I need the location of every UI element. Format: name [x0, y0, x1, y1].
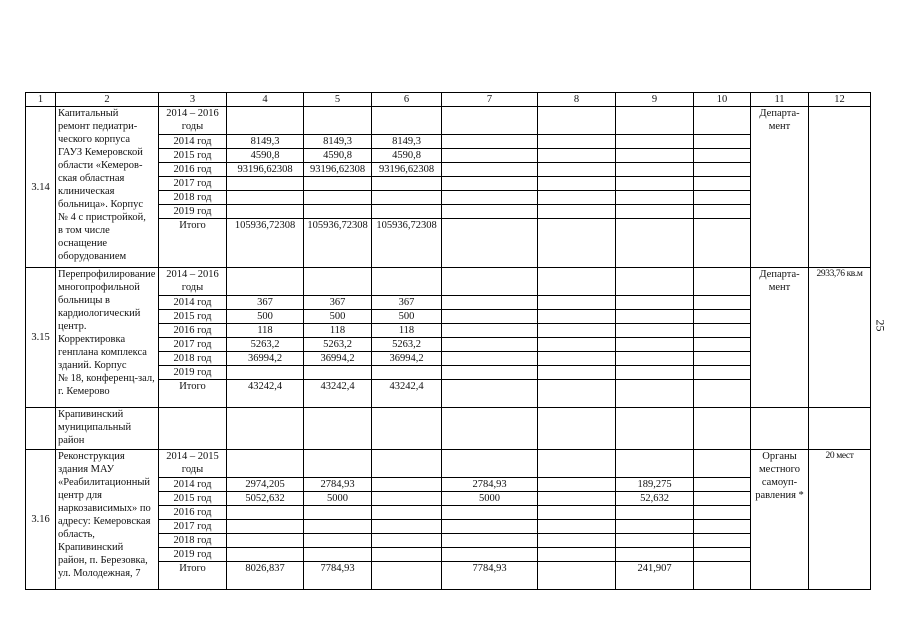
text-line: клиническая [58, 186, 115, 197]
value-cell [538, 163, 616, 177]
value-cell [227, 205, 304, 219]
header-cell: 9 [616, 93, 694, 107]
item-name [56, 450, 159, 590]
value-cell [304, 268, 372, 296]
empty-cell [694, 408, 751, 450]
value-cell [616, 450, 694, 478]
value-cell [227, 520, 304, 534]
value-cell [442, 548, 538, 562]
value-cell [442, 352, 538, 366]
value-cell: 93196,62308 [304, 163, 372, 177]
value-cell [304, 191, 372, 205]
value-cell: 4590,8 [304, 149, 372, 163]
value-cell [227, 107, 304, 135]
value-cell: 43242,4 [372, 380, 442, 408]
value-cell: 5263,2 [227, 338, 304, 352]
empty-cell [538, 408, 616, 450]
value-cell: 52,632 [616, 492, 694, 506]
text-line: № 18, конференц-зал, [58, 373, 155, 384]
value-cell: 5000 [304, 492, 372, 506]
indicator-cell [809, 107, 871, 268]
value-cell [442, 191, 538, 205]
page-number: 25 [873, 319, 888, 332]
value-cell [694, 366, 751, 380]
value-cell [538, 296, 616, 310]
value-cell: 118 [227, 324, 304, 338]
value-cell [304, 534, 372, 548]
value-cell: 4590,8 [372, 149, 442, 163]
value-cell: 2784,93 [442, 478, 538, 492]
value-cell: 105936,72308 [227, 219, 304, 268]
value-cell [616, 177, 694, 191]
value-cell [227, 506, 304, 520]
value-cell [442, 520, 538, 534]
value-cell: 500 [372, 310, 442, 324]
value-cell [694, 534, 751, 548]
text-line: ул. Молодежная, 7 [58, 568, 141, 579]
value-cell [694, 506, 751, 520]
value-cell [304, 450, 372, 478]
item-name [56, 268, 159, 408]
value-cell [372, 534, 442, 548]
value-cell [616, 163, 694, 177]
header-row [26, 93, 871, 107]
value-cell [442, 506, 538, 520]
value-cell [442, 107, 538, 135]
value-cell [616, 191, 694, 205]
value-cell [442, 324, 538, 338]
value-cell [442, 177, 538, 191]
value-cell [694, 380, 751, 408]
header-cell: 3 [159, 93, 227, 107]
value-cell [694, 324, 751, 338]
indicator-cell: 2933,76 кв.м [809, 268, 871, 408]
value-cell [694, 296, 751, 310]
value-cell [442, 268, 538, 296]
value-cell [304, 520, 372, 534]
value-cell [616, 324, 694, 338]
executor-cell [751, 450, 809, 590]
value-cell: 4590,8 [227, 149, 304, 163]
header-cell: 2 [56, 93, 159, 107]
value-cell [616, 310, 694, 324]
value-cell [538, 324, 616, 338]
text-line: области «Кемеров- [58, 160, 143, 171]
value-cell [442, 450, 538, 478]
period-cell: 2014 – 2016 годы [159, 268, 227, 296]
value-cell: 43242,4 [227, 380, 304, 408]
value-cell [616, 380, 694, 408]
period-cell: 2018 год [159, 352, 227, 366]
value-cell: 105936,72308 [304, 219, 372, 268]
header-cell: 5 [304, 93, 372, 107]
value-cell [694, 478, 751, 492]
period-cell: 2016 год [159, 324, 227, 338]
value-cell [538, 310, 616, 324]
value-cell [616, 135, 694, 149]
text-line: г. Кемерово [58, 386, 110, 397]
value-cell [694, 338, 751, 352]
value-cell [227, 366, 304, 380]
value-cell: 8149,3 [372, 135, 442, 149]
value-cell: 36994,2 [304, 352, 372, 366]
text-line: Перепрофилирование [58, 269, 156, 280]
text-line: ремонт педиатри- [58, 121, 138, 132]
text-line: многопрофильной [58, 282, 140, 293]
value-cell [442, 366, 538, 380]
value-cell [227, 268, 304, 296]
text-line: адресу: Кемеровская [58, 516, 151, 527]
period-cell: 2017 год [159, 177, 227, 191]
value-cell [616, 149, 694, 163]
value-cell: 367 [372, 296, 442, 310]
empty-cell [26, 408, 56, 450]
value-cell [304, 506, 372, 520]
value-cell: 93196,62308 [372, 163, 442, 177]
text-line: муниципальный [58, 422, 132, 433]
value-cell: 7784,93 [442, 562, 538, 590]
value-cell [372, 107, 442, 135]
text-line: центр для [58, 490, 102, 501]
period-cell: 2018 год [159, 191, 227, 205]
value-cell [372, 450, 442, 478]
table-row [26, 268, 871, 296]
value-cell [372, 520, 442, 534]
empty-cell [372, 408, 442, 450]
value-cell [227, 177, 304, 191]
value-cell [227, 450, 304, 478]
value-cell [227, 191, 304, 205]
value-cell [442, 135, 538, 149]
value-cell: 118 [372, 324, 442, 338]
value-cell [538, 548, 616, 562]
text-line: «Реабилитационный [58, 477, 150, 488]
executor-cell [751, 107, 809, 268]
value-cell [616, 366, 694, 380]
value-cell [694, 352, 751, 366]
table-row [26, 450, 871, 478]
value-cell: 189,275 [616, 478, 694, 492]
text-line: наркозависимых» по [58, 503, 151, 514]
value-cell [616, 296, 694, 310]
value-cell [538, 268, 616, 296]
header-cell: 10 [694, 93, 751, 107]
period-cell: 2014 год [159, 296, 227, 310]
text-line: Капитальный [58, 108, 119, 119]
value-cell [694, 149, 751, 163]
value-cell [304, 107, 372, 135]
period-cell: 2019 год [159, 548, 227, 562]
value-cell [616, 205, 694, 219]
text-line: больница». Корпус [58, 199, 144, 210]
period-cell: 2014 – 2016 годы [159, 107, 227, 135]
period-cell: Итого [159, 562, 227, 590]
value-cell: 93196,62308 [227, 163, 304, 177]
header-cell: 1 [26, 93, 56, 107]
value-cell: 7784,93 [304, 562, 372, 590]
value-cell [694, 268, 751, 296]
value-cell: 5263,2 [372, 338, 442, 352]
value-cell [372, 492, 442, 506]
value-cell [616, 506, 694, 520]
value-cell [372, 191, 442, 205]
executor-cell [751, 268, 809, 408]
value-cell [616, 107, 694, 135]
value-cell [538, 205, 616, 219]
value-cell: 43242,4 [304, 380, 372, 408]
value-cell: 2974,205 [227, 478, 304, 492]
empty-cell [304, 408, 372, 450]
value-cell [616, 268, 694, 296]
value-cell [694, 191, 751, 205]
value-cell [538, 352, 616, 366]
empty-cell [616, 408, 694, 450]
value-cell [372, 366, 442, 380]
value-cell [538, 534, 616, 548]
period-cell: 2019 год [159, 366, 227, 380]
value-cell [616, 338, 694, 352]
value-cell [442, 149, 538, 163]
value-cell: 8149,3 [304, 135, 372, 149]
text-line: ская областная [58, 173, 125, 184]
value-cell [616, 520, 694, 534]
period-cell: 2017 год [159, 520, 227, 534]
value-cell [372, 205, 442, 219]
header-cell: 7 [442, 93, 538, 107]
value-cell: 500 [304, 310, 372, 324]
value-cell [372, 562, 442, 590]
value-cell [538, 191, 616, 205]
value-cell: 8026,837 [227, 562, 304, 590]
value-cell [372, 548, 442, 562]
item-name [56, 107, 159, 268]
text-line: Реконструкция [58, 451, 125, 462]
text-line: ческого корпуса [58, 134, 130, 145]
empty-cell [442, 408, 538, 450]
value-cell [442, 380, 538, 408]
empty-cell [809, 408, 871, 450]
text-line: Департа- [759, 108, 800, 119]
value-cell [442, 296, 538, 310]
item-number: 3.16 [26, 450, 56, 590]
value-cell [538, 380, 616, 408]
value-cell [442, 534, 538, 548]
value-cell [372, 268, 442, 296]
value-cell [694, 205, 751, 219]
value-cell [616, 548, 694, 562]
text-line: Корректировка [58, 334, 126, 345]
value-cell: 367 [227, 296, 304, 310]
value-cell: 36994,2 [227, 352, 304, 366]
text-line: здания МАУ [58, 464, 115, 475]
value-cell [616, 219, 694, 268]
value-cell: 5000 [442, 492, 538, 506]
text-line: центр. [58, 321, 87, 332]
value-cell [538, 107, 616, 135]
value-cell [694, 177, 751, 191]
value-cell [538, 177, 616, 191]
header-cell: 6 [372, 93, 442, 107]
header-cell: 11 [751, 93, 809, 107]
period-cell: Итого [159, 380, 227, 408]
value-cell [694, 492, 751, 506]
value-cell: 241,907 [616, 562, 694, 590]
value-cell [442, 219, 538, 268]
text-line: район, п. Березовка, [58, 555, 148, 566]
value-cell: 105936,72308 [372, 219, 442, 268]
value-cell [538, 478, 616, 492]
text-line: оборудованием [58, 251, 127, 262]
item-number: 3.15 [26, 268, 56, 408]
text-line: район [58, 435, 85, 446]
value-cell [538, 506, 616, 520]
value-cell [694, 219, 751, 268]
value-cell: 5052,632 [227, 492, 304, 506]
value-cell [616, 534, 694, 548]
value-cell [227, 548, 304, 562]
value-cell [304, 177, 372, 191]
value-cell [442, 163, 538, 177]
value-cell [694, 310, 751, 324]
district-row [26, 408, 871, 450]
value-cell [227, 534, 304, 548]
value-cell [538, 219, 616, 268]
value-cell [538, 562, 616, 590]
value-cell [694, 520, 751, 534]
value-cell [538, 135, 616, 149]
period-cell: 2019 год [159, 205, 227, 219]
value-cell [538, 338, 616, 352]
text-line: самоуп- [761, 477, 798, 488]
value-cell [694, 135, 751, 149]
value-cell [694, 450, 751, 478]
period-cell: 2018 год [159, 534, 227, 548]
text-line: № 4 с пристройкой, [58, 212, 146, 223]
text-line: больницы в [58, 295, 110, 306]
value-cell: 2784,93 [304, 478, 372, 492]
value-cell [538, 366, 616, 380]
period-cell: 2015 год [159, 149, 227, 163]
value-cell [694, 107, 751, 135]
text-line: зданий. Корпус [58, 360, 127, 371]
text-line: мент [768, 282, 791, 293]
text-line: мент [768, 121, 791, 132]
text-line: в том числе [58, 225, 110, 236]
value-cell [304, 548, 372, 562]
period-cell: 2015 год [159, 310, 227, 324]
text-line: ГАУЗ Кемеровской [58, 147, 143, 158]
value-cell [694, 163, 751, 177]
value-cell [304, 205, 372, 219]
text-line: оснащение [58, 238, 108, 249]
empty-cell [751, 408, 809, 450]
period-cell: 2015 год [159, 492, 227, 506]
indicator-cell: 20 мест [809, 450, 871, 590]
text-line: кардиологический [58, 308, 141, 319]
text-line: Департа- [759, 269, 800, 280]
value-cell [538, 520, 616, 534]
text-line: область, [58, 529, 95, 540]
text-line: Крапивинский [58, 542, 124, 553]
value-cell: 500 [227, 310, 304, 324]
table-row [26, 107, 871, 135]
value-cell [372, 478, 442, 492]
value-cell [372, 506, 442, 520]
period-cell: 2017 год [159, 338, 227, 352]
header-cell: 8 [538, 93, 616, 107]
text-line: генплана комплекса [58, 347, 147, 358]
period-cell: 2014 – 2015 годы [159, 450, 227, 478]
text-line: местного [759, 464, 800, 475]
text-line: равления * [755, 490, 804, 501]
value-cell [442, 338, 538, 352]
period-cell: 2014 год [159, 478, 227, 492]
header-cell: 12 [809, 93, 871, 107]
item-number: 3.14 [26, 107, 56, 268]
district-name [56, 408, 159, 450]
value-cell [442, 310, 538, 324]
budget-table [25, 92, 871, 590]
value-cell: 8149,3 [227, 135, 304, 149]
value-cell [616, 352, 694, 366]
header-cell: 4 [227, 93, 304, 107]
value-cell [694, 562, 751, 590]
value-cell [538, 450, 616, 478]
value-cell [304, 366, 372, 380]
empty-cell [227, 408, 304, 450]
value-cell [694, 548, 751, 562]
period-cell: 2014 год [159, 135, 227, 149]
value-cell: 118 [304, 324, 372, 338]
empty-cell [159, 408, 227, 450]
value-cell [372, 177, 442, 191]
value-cell: 5263,2 [304, 338, 372, 352]
value-cell [538, 149, 616, 163]
period-cell: 2016 год [159, 163, 227, 177]
value-cell: 36994,2 [372, 352, 442, 366]
text-line: Органы [762, 451, 797, 462]
text-line: Крапивинский [58, 409, 124, 420]
value-cell: 367 [304, 296, 372, 310]
value-cell [538, 492, 616, 506]
period-cell: 2016 год [159, 506, 227, 520]
value-cell [442, 205, 538, 219]
period-cell: Итого [159, 219, 227, 268]
